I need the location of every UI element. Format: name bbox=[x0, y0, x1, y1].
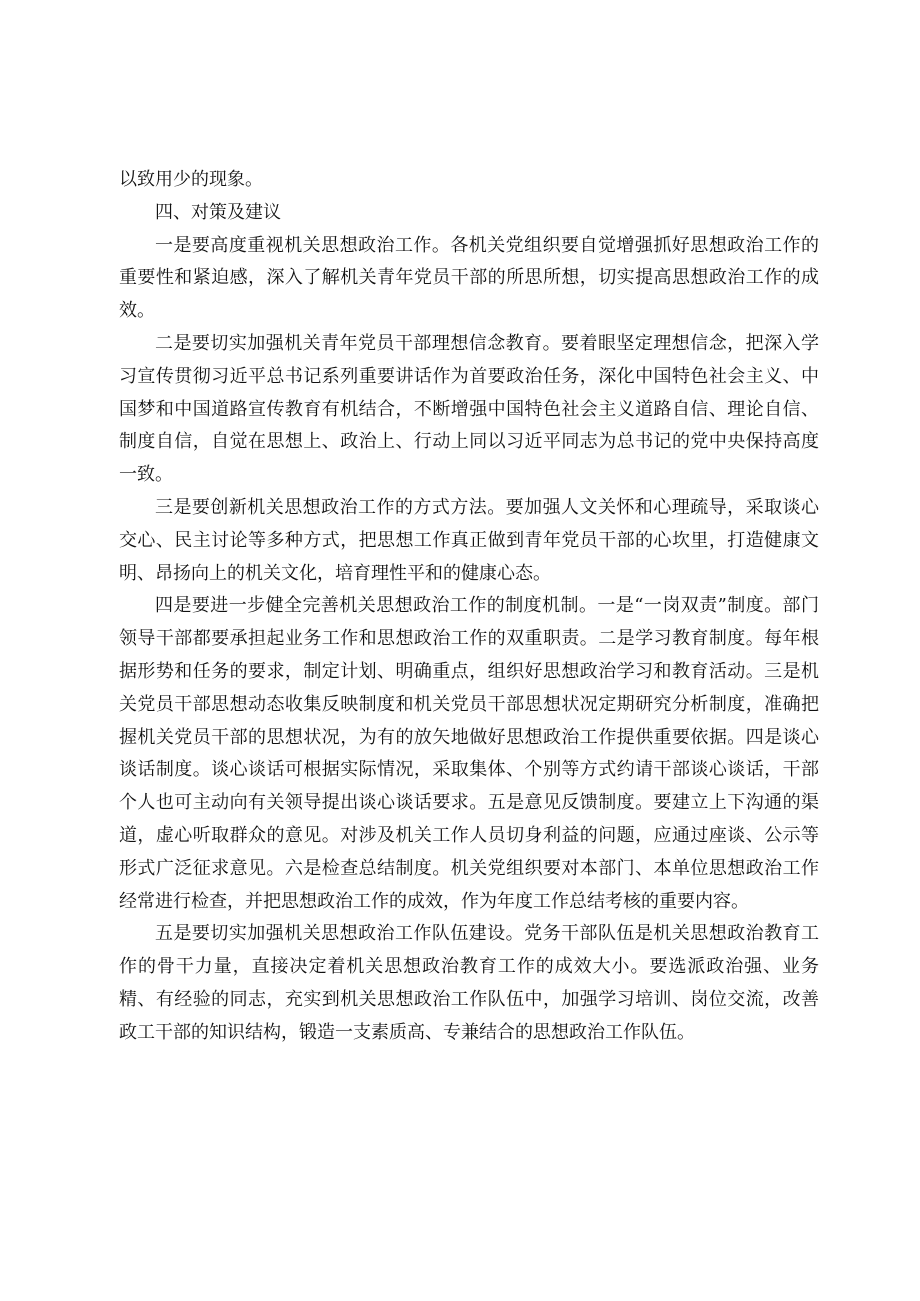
paragraph: 三是要创新机关思想政治工作的方式方法。要加强人文关怀和心理疏导，采取谈心交心、民主讨论等多种方式，把思想工作真正做到青年党员干部的心坎里，打造健康文明、昂扬向上的机关文化，培育理性平和的健康心态。 bbox=[119, 496, 819, 584]
paragraph: 五是要切实加强机关思想政治工作队伍建设。党务干部队伍是机关思想政治教育工作的骨干力量，直接决定着机关思想政治教育工作的成效大小。要选派政治强、业务精、有经验的同志，充实到机关思想政治工作队伍中，加强学习培训、岗位交流，改善政工干部的知识结构，锻造一支素质高、专兼结合的思想政治工作队伍。 bbox=[119, 923, 819, 1043]
section-heading: 四、对策及建议 bbox=[155, 201, 281, 223]
document-body bbox=[119, 164, 819, 1050]
paragraph: 四是要进一步健全完善机关思想政治工作的制度机制。一是“一岗双责”制度。部门领导干部都要承担起业务工作和思想政治工作的双重职责。二是学习教育制度。每年根据形势和任务的要求，制定计划、明确重点，组织好思想政治学习和教育活动。三是机关党员干部思想动态收集反映制度和机关党员干部思想状况定期研究分析制度，准确把握机关党员干部的思想状况，为有的放矢地做好思想政治工作提供重要依据。四是谈心谈话制度。谈心谈话可根据实际情况，采取集体、个别等方式约请干部谈心谈话，干部个人也可主动向有关领导提出谈心谈话要求。五是意见反馈制度。要建立上下沟通的渠道，虚心听取群众的意见。对涉及机关工作人员切身利益的问题，应通过座谈、公示等形式广泛征求意见。六是检查总结制度。机关党组织要对本部门、本单位思想政治工作经常进行检查，并把思想政治工作的成效，作为年度工作总结考核的重要内容。 bbox=[119, 595, 819, 912]
paragraph-continuation: 以致用少的现象。 bbox=[119, 169, 263, 190]
paragraph: 二是要切实加强机关青年党员干部理想信念教育。要着眼坚定理想信念，把深入学习宣传贯彻习近平总书记系列重要讲话作为首要政治任务，深化中国特色社会主义、中国梦和中国道路宣传教育有机结合，不断增强中国特色社会主义道路自信、理论自信、制度自信，自觉在思想上、政治上、行动上同以习近平同志为总书记的党中央保持高度一致。 bbox=[119, 332, 819, 486]
paragraph: 一是要高度重视机关思想政治工作。各机关党组织要自觉增强抓好思想政治工作的重要性和紧迫感，深入了解机关青年党员干部的所思所想，切实提高思想政治工作的成效。 bbox=[119, 234, 819, 322]
